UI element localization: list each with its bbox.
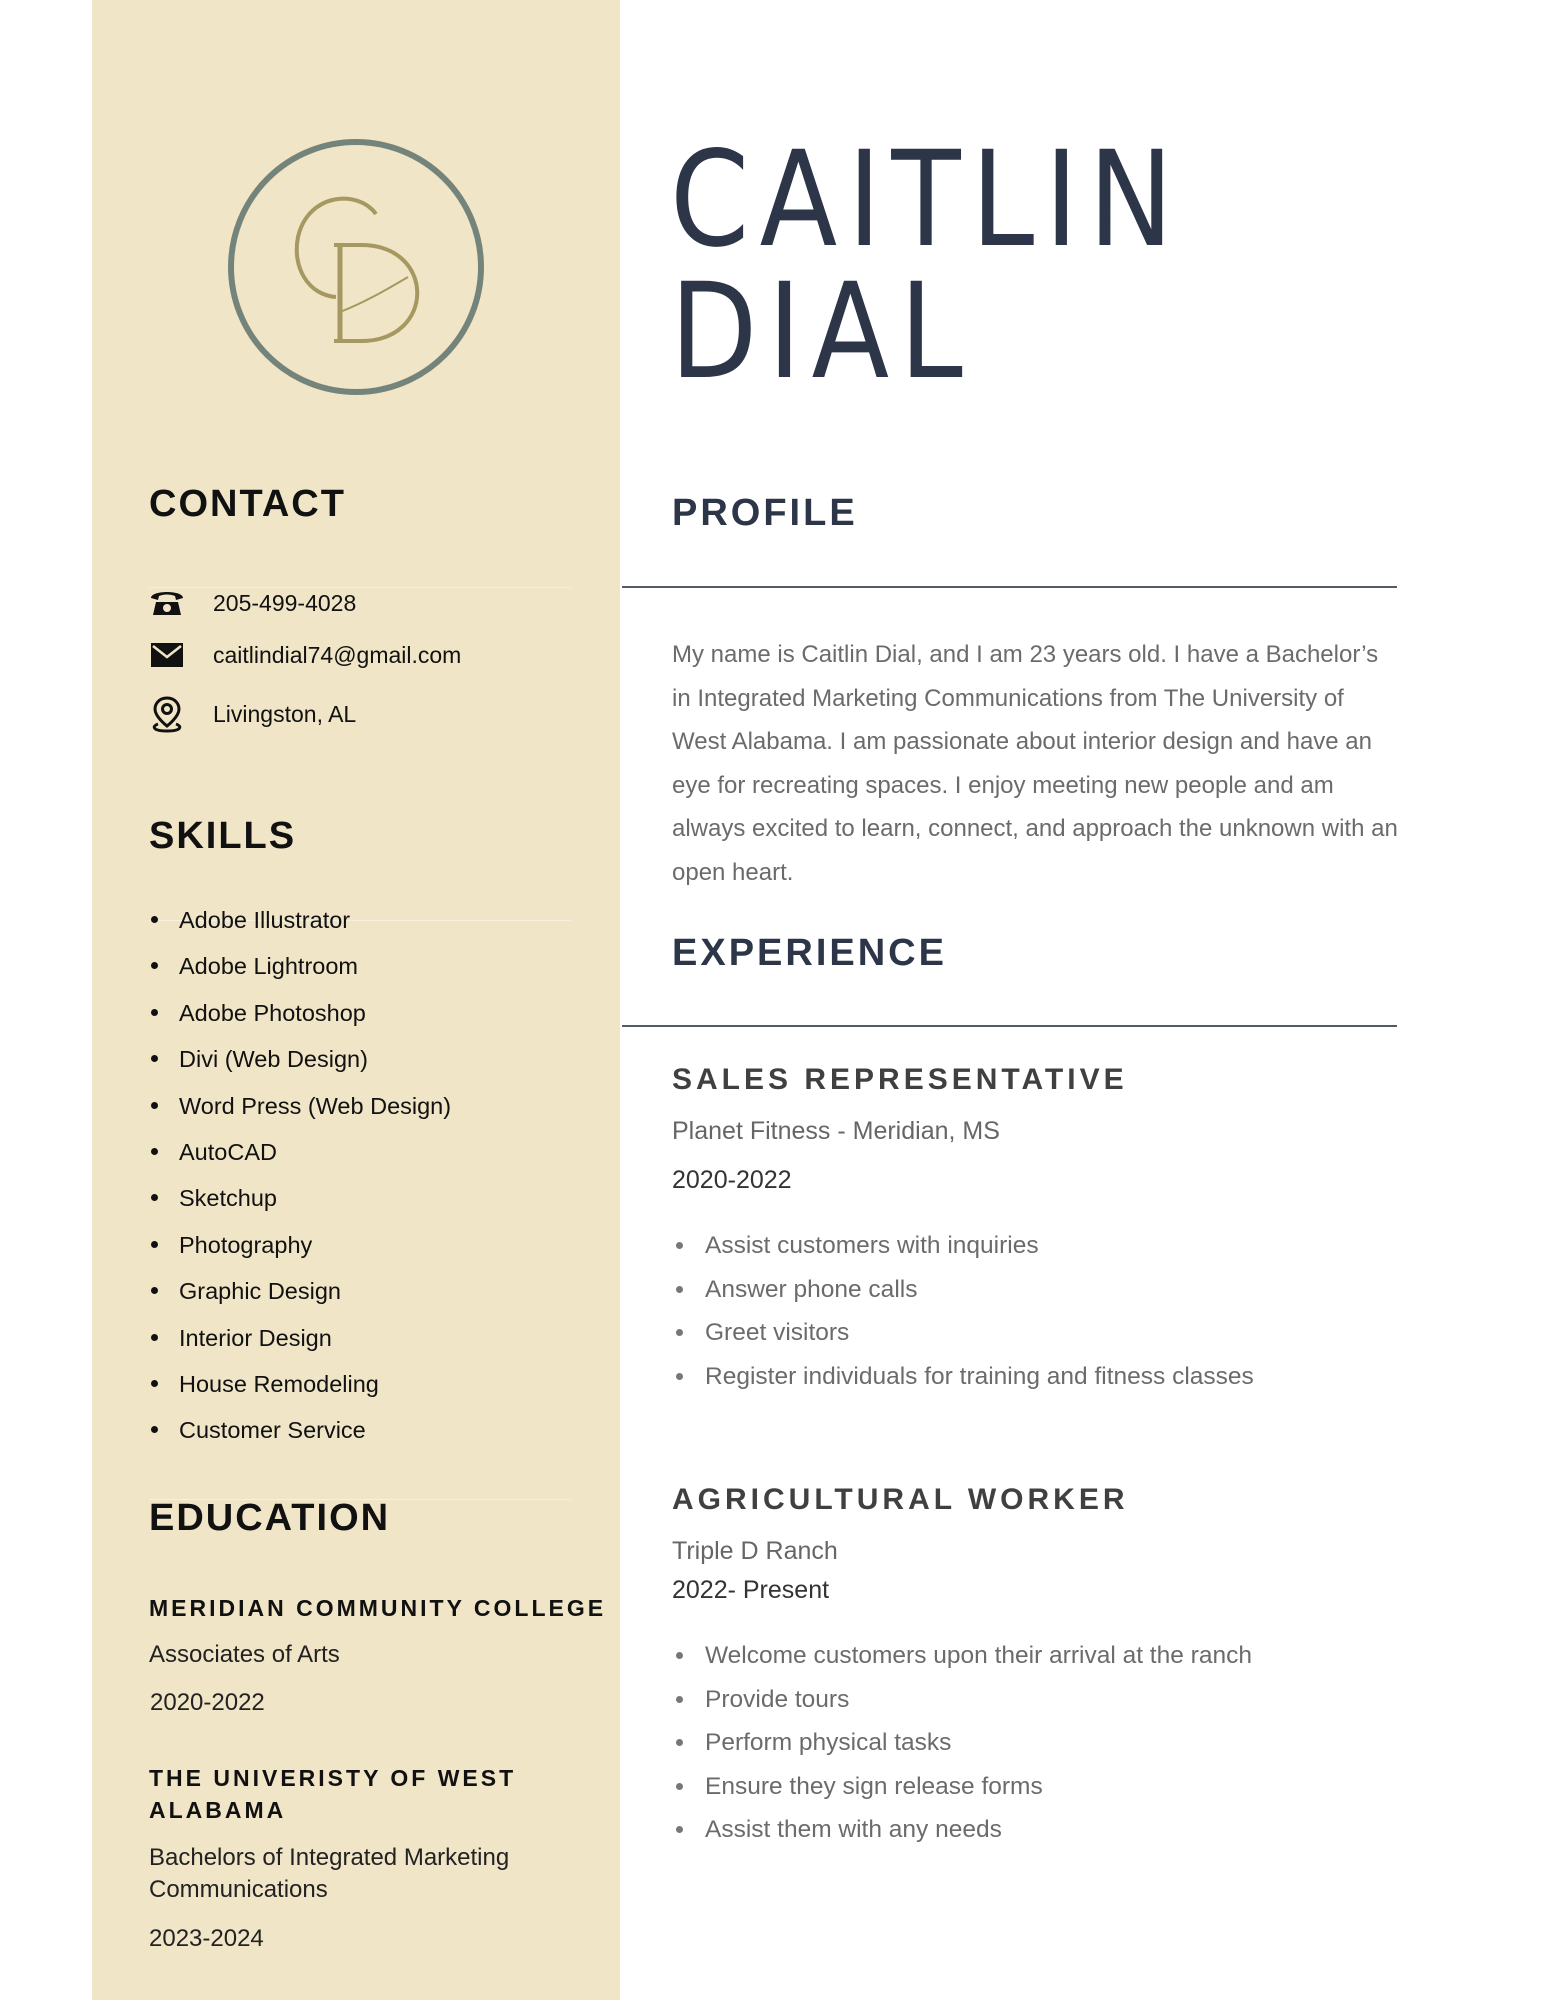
phone-number: 205-499-4028 — [213, 589, 357, 616]
education-heading: EDUCATION — [149, 1497, 391, 1539]
contact-email — [147, 635, 462, 675]
list-item: House Remodeling — [149, 1366, 451, 1412]
education-years: 2020-2022 — [150, 1689, 265, 1716]
profile-text: My name is Caitlin Dial, and I am 23 years old. I have a Bachelor’s in Integrated Marketing Communications from The University of West Alabama. I am passionate about interior design and have an eye for recreating spaces. I enjoy meeting new people and am always excited to learn, connect, and approach the unknown with an open heart. — [672, 641, 1398, 886]
list-item: Adobe Lightroom — [149, 948, 451, 994]
name-last: DIAL — [670, 255, 974, 409]
mail-icon — [147, 635, 187, 675]
monogram-logo — [226, 137, 486, 397]
duty-list — [672, 1638, 1252, 1856]
divider — [149, 587, 571, 588]
education-years: 2023-2024 — [149, 1925, 264, 1952]
list-item: Answer phone calls — [672, 1272, 1254, 1316]
list-item: Graphic Design — [149, 1273, 451, 1319]
list-item: Assist them with any needs — [672, 1812, 1252, 1856]
list-item: AutoCAD — [149, 1134, 451, 1180]
contact-location — [147, 694, 357, 734]
phone-icon — [147, 583, 187, 623]
list-item: Welcome customers upon their arrival at the ranch — [672, 1638, 1252, 1682]
job-title: AGRICULTURAL WORKER — [672, 1483, 1129, 1516]
name-first: CAITLIN — [670, 123, 1184, 277]
list-item: Ensure they sign release forms — [672, 1769, 1252, 1813]
duty-list — [672, 1228, 1254, 1402]
list-item: Sketchup — [149, 1180, 451, 1226]
location-text: Livingston, AL — [213, 700, 357, 727]
list-item: Interior Design — [149, 1320, 451, 1366]
location-pin-icon — [147, 694, 187, 734]
job-company: Triple D Ranch — [672, 1537, 838, 1565]
skills-heading: SKILLS — [149, 815, 297, 857]
list-item: Adobe Photoshop — [149, 995, 451, 1041]
email-address[interactable]: caitlindial74@gmail.com — [213, 641, 462, 668]
list-item: Assist customers with inquiries — [672, 1228, 1254, 1272]
job-title: SALES REPRESENTATIVE — [672, 1063, 1128, 1096]
job-company: Planet Fitness - Meridian, MS — [672, 1117, 1000, 1145]
divider — [622, 1025, 1397, 1027]
contact-phone — [147, 583, 357, 623]
list-item: Perform physical tasks — [672, 1725, 1252, 1769]
list-item: Photography — [149, 1227, 451, 1273]
profile-heading: PROFILE — [672, 492, 858, 534]
list-item: Word Press (Web Design) — [149, 1088, 451, 1134]
divider — [622, 586, 1397, 588]
list-item: Provide tours — [672, 1682, 1252, 1726]
list-item: Greet visitors — [672, 1315, 1254, 1359]
skills-list — [149, 902, 451, 1459]
education-school: MERIDIAN COMMUNITY COLLEGE — [149, 1595, 607, 1621]
contact-heading: CONTACT — [149, 483, 346, 525]
list-item: Register individuals for training and fitness classes — [672, 1359, 1254, 1403]
education-degree: Bachelors of Integrated Marketing Communications — [149, 1844, 510, 1903]
job-years: 2020-2022 — [672, 1166, 792, 1194]
education-degree: Associates of Arts — [149, 1641, 340, 1668]
job-years: 2022- Present — [672, 1576, 830, 1604]
list-item: Adobe Illustrator — [149, 902, 451, 948]
experience-heading: EXPERIENCE — [672, 932, 947, 974]
education-school: THE UNIVERISTY OF WEST ALABAMA — [149, 1765, 517, 1823]
list-item: Divi (Web Design) — [149, 1041, 451, 1087]
list-item: Customer Service — [149, 1412, 451, 1458]
